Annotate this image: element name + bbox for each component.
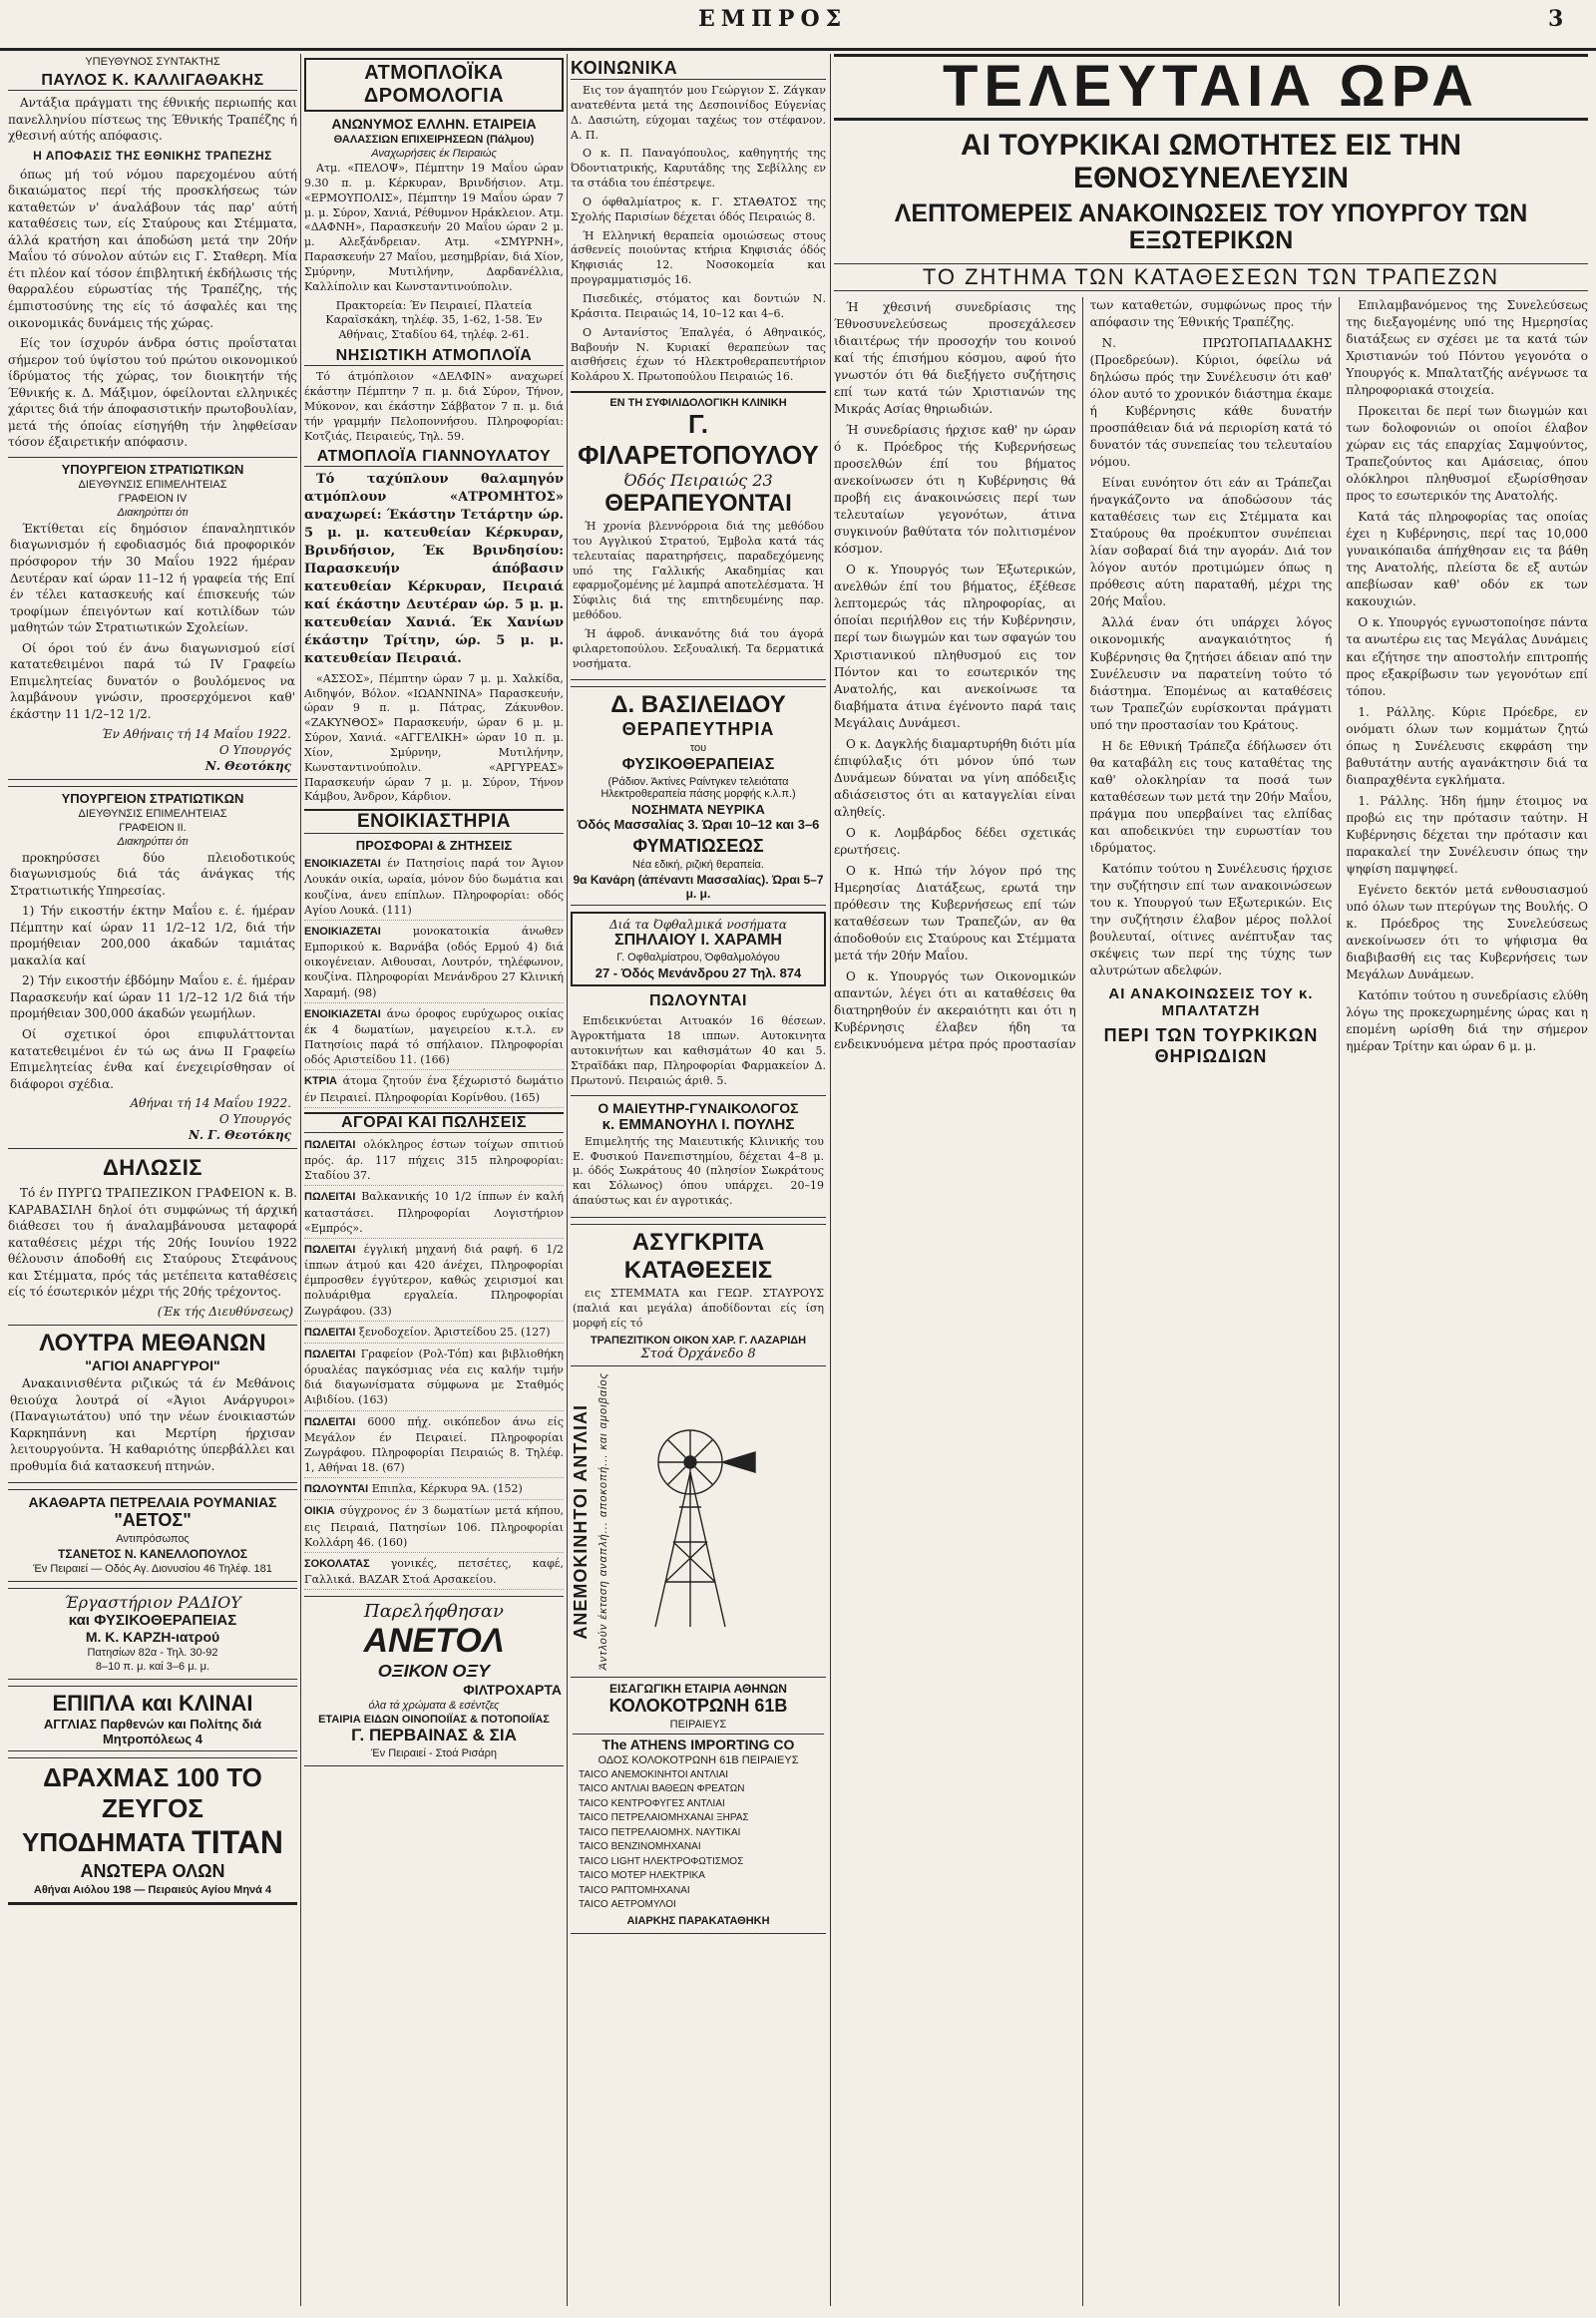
product-item: TAICO ΚΕΝΤΡΟΦΥΓΕΣ ΑΝΤΛΙΑΙ	[579, 1797, 725, 1809]
classified-head: ΟΙΚΙΑ	[304, 1505, 335, 1518]
social-note: Εις τον άγαπητόν μου Γεώργιον Σ. Ζάγκαν ανατεθέντα μετά της Δεσποινίδος Εύγενίας Δ. Δασιώτη, εύχομαι ταχέως τον στέφανον. Α. Π.	[571, 84, 826, 142]
article-intro: Αντάξια πράγματι της έθνικής περιωπής και πανελληνίου πίστεως της Έθνικής Τραπέζης ή χθεσινή αύτής απόφασις.	[8, 96, 297, 144]
classified-head: ΠΩΛΟΥΝΤΑΙ	[304, 1483, 369, 1496]
classified-text: Βαλκανικής 10 1/2 ίππων έν καλή καταστάσει. Πληροφορίαι Λογιστήριον «Εμπρός».	[304, 1190, 564, 1235]
ad-title: ΕΠΙΠΛΑ και ΚΛΙΝΑΙ	[52, 1691, 253, 1717]
classified-item	[304, 856, 564, 921]
ad-address: Έν Πειραιεί - Στοά Ρισάρη	[371, 1747, 497, 1760]
product-item: TAICO ΠΕΤΡΕΛΑΙΟΜΗΧΑΝΑΙ ΞΗΡΑΣ	[579, 1812, 749, 1824]
section-title: ΑΤΜΟΠΛΟΪΚΑ ΔΡΟΜΟΛΟΓΙΑ	[304, 58, 564, 112]
classified-text: 6000 πήχ. οικόπεδον άνω είς Μεγάλον έν Πειραιεί. Πληροφορίαι Ζωγράφου. Πληροφορίαι Πειραιώς 8. Τηλέφ. 1, Αθήναι 18. (67)	[304, 1414, 564, 1475]
social-note: Ή Ελληνική θεραπεία ομοιώσεως στους άσθενείς ποιούντας κτήρια Κηφισιάς όδός Κηφισιάς 12. Νοσοκομεία και προγραμματισμός 16.	[571, 228, 826, 287]
section-title: ΝΗΣΙΩΤΙΚΗ ΑΤΜΟΠΛΟΪΑ	[304, 347, 564, 366]
classified-item	[304, 1073, 564, 1107]
ad-windmill-pumps	[571, 1372, 826, 1670]
notice-subtitle: ΓΡΑΦΕΙΟΝ ΙΙ.	[119, 821, 187, 834]
ad-name: Δ. ΒΑΣΙΛΕΙΔΟΥ	[610, 691, 786, 719]
ad-address: Στοά Όρχάνεδο 8	[640, 1347, 756, 1362]
article-body	[834, 297, 1332, 1067]
social-note: Πισεδικές, στόματος και δοντιών Ν. Κράσιτα. Πειραιώς 14, 10–12 και 4–6.	[571, 291, 826, 320]
classified-head: ΣΟΚΟΛΑΤΑΣ	[304, 1557, 370, 1570]
classified-item	[304, 1414, 564, 1479]
ad-name: Γ. ΦΙΛΑΡΕΤΟΠΟΥΛΟΥ	[578, 409, 819, 471]
classified-text: Γραφείον (Ρολ-Τόπ) και βιβλιοθήκη όρυαλέας παγκόσμιας νέα εις καλήν τιμήν διά διαγωνίσματα σύμφωνα με Σταθμός Αιβιδίου. (163)	[304, 1347, 564, 1407]
article-paragraph: Ή συνεδρίασις ήρχισε καθ' ην ώραν ό κ. Πρόεδρος τής Κυβερνήσεως προσελθών έπί του βήματος ανεκοίνωσεν ότι η Κυβέρνησις θά προβή εις άνακοινώσεις περί των τελευταίων γεγονότων, άτινα συγκινούν βαθύτατα τόν πολιτισμένον κόσμον.	[834, 423, 1076, 557]
classified-head: ΕΝΟΙΚΙΑΖΕΤΑΙ	[304, 1007, 381, 1020]
article-paragraph: Ή χθεσινή συνεδρίασις της Έθνοσυνελεύσεως προσεχάλεσεν ιδιαιτέρως τήν προσοχήν του κοινού καί τής έπισήμου κόσμου, αφού ήτο γνωστόν ότι θά διεξήγετο συζήτησις επί των κατά τών Χριστιανών της Μικράς Ασίας θηριωδιών.	[834, 299, 1076, 417]
ship-schedule: Τό ταχύπλουν θαλαμηγόν ατμόπλουν «ΑΤΡΟΜΗΤΟΣ» αναχωρεί: Έκάστην Τετάρτην ώρ. 5 μ. μ. κατευθείαν Κέρκυραν, Βρινδήσιον, Έκ Βρινδησίου: Παρασκευήν άπόβασιν κατευθείαν Κέρκυραν, Πειραιά καί έκάστην Δευτέραν ώρ. 5 μ. μ. κατευθείαν Χανιά. Έκ Χανίων έκάστην Τρίτην, ώρ. 5 μ. μ. κατευθείαν Πειραιά.	[304, 472, 564, 666]
ad-subtitle: ΕΝ ΤΗ ΣΥΦΙΛΙΔΟΛΟΓΙΚΗ ΚΛΙΝΙΚΗ	[609, 397, 787, 410]
article-paragraph: Κατά τάς πληροφορίας τας οποίας έχει η Κυβέρνησις, περί τας 10,000 γυναικόπαιδα άπήχθησαν εις τα βάθη της Ανατολής, πλείστα δε εξ αυτών απεβίωσαν καθ' οδόν εκ των κακουχιών.	[1346, 510, 1588, 609]
column-rule	[830, 54, 831, 2306]
classified-head: ΠΩΛΕΙΤΑΙ	[304, 1415, 356, 1428]
article-paragraph: Ο κ. Λομβάρδος δέδει σχετικάς ερωτήσεις.	[834, 825, 1076, 857]
notice-subtitle: Διακηρύττει ότι	[117, 506, 189, 519]
ad-subtitle: Γ. Οφθαλμίατρου, Όφθαλμολόγου	[616, 952, 780, 965]
article-paragraph: Κατόπιν τούτου η Συνέλευσις ήρχισε την συζήτησιν επί των ανακοινώσεων του κ. Υπουργού των Εξωτερικών. Εις την συζήτησιν έλαβον μέρος πολλοί βουλευταί, οίτινες ανέπτυξαν τας σκέψεις των περί της τύχης των αλυτρώτων αδελφών.	[1089, 861, 1333, 978]
ad-text: Επιμελητής της Μαιευτικής Κλινικής του Ε. Φυσικού Πανεπιστημίου, δέχεται 4–8 μ. μ. όδός Σωκράτους 40 (πλησίον Σωκράτους και Σόλωνος) όπου υπάρχει. 20–19 άπαύστως και έν αγροτικάς.	[573, 1134, 824, 1208]
classified-item	[304, 1503, 564, 1553]
ad-subtitle: ΑΓΓΛΙΑΣ Παρθενών και Πολίτης διά Μητροπόλεως 4	[43, 1717, 262, 1747]
windmill-illustration	[615, 1412, 765, 1632]
classified-head: ΠΩΛΕΙΤΑΙ	[304, 1326, 356, 1339]
article-columns	[834, 297, 1588, 2306]
newspaper-name: ΕΜΠΡΟΣ	[698, 6, 848, 32]
ad-title: ΛΟΥΤΡΑ ΜΕΘΑΝΩΝ	[39, 1329, 266, 1356]
ad-fidaretopoulou	[571, 391, 826, 680]
article-paragraph: Επιλαμβανόμενος της Συνελεύσεως της διεξαγομένης υπό της Ημερησίας διατάξεως εν σχέσει με τα κατά τών Χριστιανών τού Πόντου γεγονότα ο Υπουργός κ. Μπαλτατζής ανέγνωσε τα πληροφοριακά στοιχεία.	[1346, 297, 1588, 398]
classified-text: έν Πατησίοις παρά τον Άγιον Λουκάν οικία, ωραία, μόνον δύο δωμάτια και κουζίνα, άνευ επίπλων. Πληροφορίαι: οδός Αγίου Λουκά. (111)	[304, 857, 564, 917]
article-paragraph: Είναι ευνόητον ότι εάν αι Τράπεζαι ήναγκάζοντο να άποδώσουν τάς καταθέσεις των εις Στέμματα και Σταύρους θα προέκυπτον συνέπειαι λίαν σοβαραί διά την αγοράν. Διά τον λόγον αυτόν προτιμώμεν όπως η πρόθεσις αύτη παραταθή, μέχρι της 20ής Μαΐου.	[1089, 476, 1333, 609]
ad-address: Όδός Πειραιώς 23	[623, 471, 773, 491]
ad-footer: ΑΙΑΡΚΗΣ ΠΑΡΑΚΑΤΑΘΗΚΗ	[626, 1914, 770, 1927]
article-paragraph: Ν. ΠΡΩΤΟΠΑΠΑΔΑΚΗΣ (Προεδρεύων). Κύριοι, όφείλω νά δηλώσω πρός την Συνέλευσιν ότι καθ' όλον αυτό το χρονικόν διάστημα έκαμε ή Κυβέρνησις κάθε δυνατήν προσπάθειαν διά νά περιορίση κατά τό δυνατόν τάς συνεπείας του τελευταίου νόμου.	[1089, 335, 1333, 470]
article-paragraph: Ο κ. Υπουργός εγνωστοποίησε πάντα τα ανωτέρω εις τας Μεγάλας Δυνάμεις και εζήτησε την αποστολήν επιτροπής προς εξακρίβωσιν των γεγονότων επί τόπου.	[1346, 615, 1588, 698]
ad-subtitle: "ΑΓΙΟΙ ΑΝΑΡΓΥΡΟΙ"	[85, 1356, 220, 1373]
classified-item	[304, 1347, 564, 1411]
ad-subtitle: όλα τά χρώματα & εσέντζες	[368, 1700, 500, 1713]
ad-label: Παρελήφθησαν	[364, 1601, 504, 1623]
column-rule	[567, 54, 568, 2306]
ad-epipla	[8, 1686, 297, 1751]
ad-title: ΘΕΡΑΠΕΥΤΗΡΙΑ	[621, 719, 775, 740]
ship-schedule: «ΑΣΣΟΣ», Πέμπτην ώραν 7 μ. μ. Χαλκίδα, Αιδηψόν, Βόλον. «ΙΩΑΝΝΙΝΑ» Παρασκευήν, ώραν 9 π. μ. Πάτρας, Ζάκυνθον. «ΖΑΚΥΝΘΟΣ» Παρασκευήν, ώραν 6 μ. μ. Σύρον, Χανιά. «ΑΓΓΕΛΙΚΗ» ώραν 10 π. μ. Χίον, Σμύρνην, Μυτιλήνην, Κωνσταντινούπολιν. «ΑΡΓΥΡΕΑΣ» Παρασκευήν ώραν 7 μ. μ. Σύρον, Τήνον Κάμβου, Άνδρον, Κάρδιον.	[304, 671, 564, 804]
section-subtitle: ΠΡΟΣΦΟΡΑΙ & ΖΗΤΗΣΕΙΣ	[355, 838, 513, 854]
classified-text: Επιπλα, Κέρκυρα 9Α. (152)	[371, 1482, 523, 1496]
ad-address: ΟΔΟΣ ΚΟΛΟΚΟΤΡΩΝΗ 61Β ΠΕΙΡΑΙΕΥΣ	[598, 1753, 799, 1766]
ad-anetol	[304, 1596, 564, 1766]
classified-text: έγγλική μηχανή διά ραφή. 6 1/2 ίππων άτμού και 420 άνέχει, Πληροφορίαι έμπροσθεν έγγύτερον, καθώς χειρισμοί και πολυάριθμα εργαλεία. Πληροφορίαι Ζωγράφου. (33)	[304, 1242, 564, 1318]
notice-subtitle: ΔΙΕΥΘΥΝΣΙΣ ΕΠΙΜΕΛΗΤΕΙΑΣ	[78, 807, 227, 820]
ad-vertical-title: ΑΝΕΜΟΚΙΝΗΤΟΙ ΑΝΤΛΙΑΙ	[571, 1403, 591, 1640]
product-item: TAICO ΡΑΠΤΟΜΗΧΑΝΑΙ	[579, 1884, 690, 1896]
ad-hours: 8–10 π. μ. καί 3–6 μ. μ.	[95, 1661, 210, 1674]
page-number: 3	[1548, 6, 1564, 32]
ad-subtitle: ΑΝΩΤΕΡΑ ΟΛΩΝ	[80, 1861, 225, 1882]
column-3	[571, 54, 826, 2306]
product-item: TAICO ΜΟΤΕΡ ΗΛΕΚΤΡΙΚΑ	[579, 1870, 705, 1882]
ad-poulis	[571, 1095, 826, 1218]
product-item: TAICO LIGHT ΗΛΕΚΤΡΟΦΩΤΙΣΜΟΣ	[579, 1855, 744, 1867]
dilosis-title: ΔΗΛΩΣΙΣ	[102, 1155, 203, 1181]
classifieds-list	[304, 856, 564, 1108]
subheadline: ΤΟ ΖΗΤΗΜΑ ΤΩΝ ΚΑΤΑΘΕΣΕΩΝ ΤΩΝ ΤΡΑΠΕΖΩΝ	[834, 263, 1588, 291]
section-title: ΑΤΜΟΠΛΟΪΑ ΓΙΑΝΝΟΥΛΑΤΟΥ	[304, 448, 564, 467]
notice-subtitle: ΔΙΕΥΘΥΝΣΙΣ ΕΠΙΜΕΛΗΤΕΙΑΣ	[78, 478, 227, 491]
ad-company: ΕΤΑΙΡΙΑ ΕΙΔΩΝ ΟΙΝΟΠΟΙΪΑΣ & ΠΟΤΟΠΟΙΪΑΣ	[318, 1714, 550, 1727]
ad-address: Έν Πειραιεί — Οδός Αγ. Διονυσίου 46 Τηλέφ. 181	[33, 1563, 272, 1576]
ad-city: ΠΕΙΡΑΙΕΥΣ	[669, 1718, 727, 1731]
ad-title: ΦΥΣΙΚΟΘΕΡΑΠΕΙΑΣ	[621, 756, 775, 774]
section-title: ΤΕΛΕΥΤΑΙΑ ΩΡΑ	[834, 54, 1588, 121]
ad-address: 27 - Όδός Μενάνδρου 27 Τηλ. 874	[595, 966, 802, 981]
column-1	[8, 54, 297, 2306]
classified-text: μονοκατοικία άνωθεν Εμπορικού κ. Βαρνάβα (οδός Ερμού 4) διά οικογένειαν. Αιθουσαι, Λουτρόν, τηλέφωνον, κουζίνα. Πληροφορίαι Μενάνδρου 27 Κλινική Χαραμή. (98)	[304, 924, 564, 999]
classified-item	[304, 1481, 564, 1500]
ad-title: Έργαστήριον ΡΑΔΙΟΥ	[64, 1593, 241, 1613]
article-paragraph: Άλλά έναν ότι υπάρχει λόγος οικονομικής αναγκαιότητος ή Κυβέρνησις θα ζητήσει άδειαν από την Συνέλευσιν να παρατείνη τούτο τό διάστημα. Έπομένως αι καταθέσεις των Τραπεζών ευρίσκονται πράγματι υπό την προστασίαν του Κράτους.	[1089, 615, 1333, 732]
section-title: ΚΟΙΝΩΝΙΚΑ	[571, 58, 826, 80]
notice-ministry-1	[8, 457, 297, 780]
dilosis-signature: (Έκ τής Διευθύνσεως)	[157, 1304, 293, 1319]
ad-text: Ανακαινισθέντα ριζικώς τά έν Μεθάνοις θειούχα λουτρά οί «Άγιοι Ανάργυροι» (Παναγιωτάτου) υπό την νέων ένοικιαστών Καρκηπάννη και Μερτίρη ήρχισαν λειτουργούντα. Ή καθαριότης ύπερβάλλει και προθυμία διά κατασκευή πτηνών.	[10, 1375, 295, 1473]
classified-item	[304, 924, 564, 1003]
classified-text: άνω όροφος ευρύχωρος οικίας έκ 4 δωματίων, μαγειρείου κ.τ.λ. εν Πατησίοις παρά τό σπήλαιον. Πληροφορίαι οδός Αριστείδου 11. (166)	[304, 1006, 564, 1067]
ad-title: ΦΥΜΑΤΙΩΣΕΩΣ	[632, 836, 764, 857]
ad-brand: ΤΙΤΑΝ	[192, 1824, 283, 1861]
subheadline: ΛΕΠΤΟΜΕΡΕΙΣ ΑΝΑΚΟΙΝΩΣΕΙΣ ΤΟΥ ΥΠΟΥΡΓΟΥ ΤΩΝ ΕΞΩΤΕΡΙΚΩΝ	[894, 198, 1528, 255]
section-title: ΕΝΟΙΚΙΑΣΤΗΡΙΑ	[304, 809, 564, 834]
classified-head: ΠΩΛΕΙΤΑΙ	[304, 1138, 356, 1151]
section-title: ΑΓΟΡΑΙ ΚΑΙ ΠΩΛΗΣΕΙΣ	[304, 1112, 564, 1133]
article-paragraph: 1. Ράλλης. Κύριε Πρόεδρε, εν ονόματι όλων των κομμάτων ζητώ όπως η Συνέλευσις εκφράση την βαθυτάτην αυτής αγανάκτησιν διά τα διαπραχθέντα εγκλήματα.	[1346, 704, 1588, 787]
classified-item	[304, 1189, 564, 1239]
ad-company: ΕΙΣΑΓΩΓΙΚΗ ΕΤΑΙΡΙΑ ΑΘΗΝΩΝ	[609, 1681, 787, 1696]
ad-address: Αθήναι Αιόλου 198 — Πειραιεύς Αγίου Μηνά 4	[33, 1884, 272, 1897]
departures-label: Αναχωρήσεις έκ Πειραιώς	[371, 148, 497, 160]
ad-text: εις ΣΤΕΜΜΑΤΑ και ΓΕΩΡ. ΣΤΑΥΡΟΥΣ (παλιά και μεγάλα) άποδίδονται είς ίση μορφή είς τό	[573, 1286, 824, 1330]
article-body	[1346, 297, 1588, 1055]
ad-company-english: The ATHENS IMPORTING CO	[573, 1734, 824, 1752]
inner-heading: ΑΙ ΑΝΑΚΟΙΝΩΣΕΙΣ ΤΟΥ κ. ΜΠΑΛΤΑΤΖΗ	[1108, 985, 1314, 1020]
ad-subtitle: και ΦΥΣΙΚΟΘΕΡΑΠΕΙΑΣ	[68, 1612, 237, 1630]
ad-title: ΑΚΑΘΑΡΤΑ ΠΕΤΡΕΛΑΙΑ ΡΟΥΜΑΝΙΑΣ	[28, 1494, 277, 1511]
notice-date: Αθήναι τή 14 Μαΐου 1922.	[130, 1096, 291, 1111]
article-paragraph: Ο κ. Δαγκλής διαμαρτυρήθη διότι μία έπιφύλαξις ότι μόνον ύπό των Δυνάμεων δύναται να γίνη απόδειξις αδιάσειστος ότι αι καταγγελίαι είναι αληθείς.	[834, 736, 1076, 819]
ad-title: Ο ΜΑΙΕΥΤΗΡ-ΓΥΝΑΙΚΟΛΟΓΟΣ	[598, 1099, 799, 1116]
notice-text: 1) Τήν εικοστήν έκτην Μαΐου ε. έ. ήμέραν Πέμπτην καί ώραν 11 1/2–12 1/2, διά τήν προμήθειαν 200,000 άκαδών ταμιάτας μακαλία καί	[10, 904, 295, 967]
latest-news-section	[834, 54, 1588, 2306]
classified-text: γονικές, πετσέτες, καφέ, Γαλλικά. ΒΑΖΑR Στοά Αρσακείου.	[304, 1556, 564, 1587]
classified-head: ΠΩΛΕΙΤΑΙ	[304, 1243, 356, 1256]
article-paragraph: Ο κ. Υπουργός των Οικονομικών απαντών, λέγει ότι αι καταθέσεις θα διατηρηθούν έν ακεραιότητι και ότι η Κυβέρνησις έλαβεν ήδη τα ενδεικνυόμενα μέτρα πρός προστασίαν των καταθετών, συμφώνως προς τήν απόφασιν της Έθνικής Τραπέζης.	[834, 297, 1333, 1052]
ad-title: ΑΝΕΤΟΛ	[363, 1622, 505, 1661]
ship-agent: Πρακτορεία: Έν Πειραιεί, Πλατεία Καραϊσκάκη, τηλέφ. 35, 1-62, 1-58. Έν Αθήναις, Σταδίου 64, τηλέφ. 2-61.	[325, 298, 543, 342]
ad-address: 9α Κανάρη (άπέναντι Μασσαλίας). Ώραι 5–7 μ. μ.	[573, 873, 824, 902]
classified-item	[304, 1242, 564, 1322]
social-note: Ο Αντανίστος Έπαλγέα, ό Αθηναικός, Βαβουήν Ν. Κυριακί θεραπεύων τας αισθήσεις έχων τό Ηλεκτροθεραπευτήριον Κολάρου Χ. Πρωτοπούλου Πειραιώς 16.	[571, 325, 826, 384]
ad-athens-importing	[571, 1677, 826, 1934]
classifieds-list	[304, 1137, 564, 1590]
ad-text: Νέα εδική, ριζική θεραπεία.	[632, 859, 764, 872]
classified-head: ΚΤΡΙΑ	[304, 1075, 337, 1088]
classified-head: ΕΝΟΙΚΙΑΖΕΤΑΙ	[304, 858, 381, 871]
notice-signature: Ν. Γ. Θεοτόκης	[188, 1128, 291, 1143]
classified-text: ξενοδοχείον. Άριστείδου 25. (127)	[358, 1325, 551, 1339]
ad-title: ΑΣΥΓΚΡΙΤΑ ΚΑΤΑΘΕΣΕΙΣ	[623, 1228, 773, 1284]
classified-item	[304, 1556, 564, 1590]
ship-schedule: Ατμ. «ΠΕΛΟΨ», Πέμπτην 19 Μαΐου ώραν 9.30 π. μ. Κέρκυραν, Βρινδήσιον. Ατμ. «ΕΡΜΟΥΠΟΛΙΣ», Πέμπτην 19 Μαΐου ώραν 7 μ. μ. Σύρον, Χανιά, Ρέθυμνον Ηράκλειον. Ατμ. «ΔΑΦΝΗ», Παρασκευήν 20 Μαΐου ώραν 2 μ. μ. Αλεξάνδρειαν. Ατμ. «ΣΜΥΡΝΗ», Παρασκευήν 27 Μαΐου, μεσημβρίαν, διά Χίον, Σμύρνην, Μυτιλήνην, Δαρδανέλλια, Καλλίπολιν και Κωνσταντινούπολιν.	[304, 162, 564, 293]
classified-text: σύγχρονος έν 3 δωματίων μετά κήπου, εις Πειραιά, Πατησίων 106. Πληροφορίαι Κολλάρη 46. (160)	[304, 1504, 564, 1549]
notice-text: 2) Τήν εικοστήν έβδόμην Μαΐου ε. έ. ήμέραν Παρασκευήν καί ώραν 11 1/2–12 1/2 διά τήν προμήθειαν 300,000 άκαδών γεωμήλων.	[10, 973, 295, 1021]
product-item: TAICO ΑΕΤΡΟΜΥΛΟΙ	[579, 1899, 676, 1911]
classified-text: άτομα ζητούν ένα ξέχωριστό δωμάτιο έν Πειραιεί. Πληροφορίαι Κορίνθου. (165)	[304, 1074, 564, 1104]
notice-signature: Ν. Θεοτόκης	[204, 758, 291, 773]
ad-subtitle: του	[689, 742, 707, 755]
article-paragraph: Ο κ. Υπουργός των Έξωτερικών, ανελθών έπί του βήματος, έξέθεσε λεπτομερώς τάς πληροφορίας, αι όποίαι περιήλθον εις τήν Κυβέρνησιν, περί των διωγμών και των σφαγών του Χριστιανικού πληθυσμού εις τον Πόντον και το εσωτερικόν της Ανατολής, και ανεκοίνωσε τα διαβήματα άτινα έγένοντο παρά ταις Μεγάλαις Δυνάμεσι.	[834, 563, 1076, 730]
ad-name: Μ. Κ. ΚΑΡΖΗ-ιατρού	[85, 1629, 220, 1646]
product-item: TAICO ΑΝΕΜΟΚΙΝΗΤΟΙ ΑΝΤΛΙΑΙ	[579, 1768, 729, 1780]
article-heading: Η ΑΠΟΦΑΣΙΣ ΤΗΣ ΕΘΝΙΚΗΣ ΤΡΑΠΕΖΗΣ	[33, 148, 272, 163]
ad-address: ΚΟΛΟΚΟΤΡΩΝΗ 61Β	[608, 1695, 788, 1716]
masthead	[0, 0, 1596, 51]
ad-radio	[8, 1588, 297, 1680]
article-paragraph: 1. Ράλλης. Ήδη ήμην έτοιμος να προβώ εις την πρότασιν ταύτην. Η Κυβέρνησις δέχεται την πρότασιν και παρακαλεί την Συνέλευσιν όπως την ψηφίση παμψηφεί.	[1346, 793, 1588, 876]
ad-subtitle: Αντιπρόσωπος	[116, 1533, 190, 1546]
ad-loutra	[8, 1325, 297, 1483]
article-text: όπως μή τού νόμου παρεχομένου αύτή δικαιώματος περί τής προσκλήσεως τών καταθετών ν' άναλάβουν τάς παρ' αύτή καταθέσεις των, είς Σταύρους και Στέμματα, άλλά κρατήση και άποδώση μετά την 20ήν Μαΐου τό σύνολον αύτών εις Γ. Σταθερη. Μία έτι πλέον καί τόσον έπιβλητική έκδήλωσις τής θαρραλέου εύρωστίας τής Τραπέζης, τής έμπιστοσύνης της είς τό άσφαλές και της οικονομικάς δυνάμεις τής χώρας.	[8, 167, 297, 330]
social-note: Ο όφθαλμίατρος κ. Γ. ΣΤΑΘΑΤΟΣ της Σχολής Παρισίων δέχεται όδός Πειραιώς 8.	[571, 194, 826, 223]
notice-ministry-2	[8, 786, 297, 1150]
ship-schedule: Τό άτμόπλοιον «ΔΕΛΦΙΝ» αναχωρεί έκάστην Πέμπτην 7 π. μ. διά Σύρον, Τήνον, Μύκονον, και έκάστην Σάββατον 7 π. μ. διά τήν γραμμήν Πελοποννήσου. Πληροφορίαι: Κοτζιάς, Πειραιεύς, Τηλ. 59.	[304, 370, 564, 443]
classified-head: ΕΝΟΙΚΙΑΖΕΤΑΙ	[304, 925, 381, 938]
editor-label: ΥΠΕΥΘΥΝΟΣ ΣΥΝΤΑΚΤΗΣ	[85, 56, 220, 68]
product-item: TAICO ΠΕΤΡΕΛΑΙΟΜΗΧ. ΝΑΥΤΙΚΑΙ	[579, 1826, 741, 1838]
ad-name: Γ. ΠΕΡΒΑΙΝΑΣ & ΣΙΑ	[351, 1726, 517, 1745]
classified-item	[304, 1006, 564, 1071]
ad-title: ΘΕΡΑΠΕΥΟΝΤΑΙ	[604, 490, 792, 518]
notice-subtitle: Διακηρύττει ότι	[117, 835, 189, 848]
article-paragraph: Κατόπιν τούτου η συνεδρίασις ελύθη λόγω της προκεχωρημένης ώρας και η επομένη ωρίσθη διά την σήμερον ημέραν Τρίτην και ώραν 6 μ. μ.	[1346, 988, 1588, 1054]
ad-text: Επιδεικνύεται Αιτυακόν 16 θέσεων. Άγροκτήματα 18 ιππων. Αυτοκινητα αυτοκινήτων και καθισμάτων 40 και 5. Στραϊδάκι παρ, Πληροφορίαι Φαρμακείον Δ. Πρωτονύ. Πειραιώς άριθ. 5.	[571, 1014, 826, 1087]
ad-name: ΤΡΑΠΕΖΙΤΙΚΟΝ ΟΙΚΟΝ ΧΑΡ. Γ. ΛΑΖΑΡΙΔΗ	[590, 1335, 807, 1348]
article-paragraph: Εγένετο δεκτόν μετά ενθουσιασμού υπό όλων των πτερύγων της Βουλής. Ο κ. Πρόεδρος της Συνελεύσεως ανεκοίνωσεν ότι το ψήφισμα θα διαβιβασθή εις τας Κυβερνήσεις των Μεγάλων Δυνάμεων.	[1346, 882, 1588, 982]
ad-name: ΣΠΗΛΑΙΟΥ Ι. ΧΑΡΑΜΗ	[614, 932, 782, 950]
section-title: ΠΩΛΟΥΝΤΑΙ	[649, 992, 747, 1010]
notice-title: ΥΠΟΥΡΓΕΙΟΝ ΣΤΡΑΤΙΩΤΙΚΩΝ	[61, 461, 244, 477]
article-paragraph: Η δε Εθνική Τράπεζα έδήλωσεν ότι θα καταβάλη εις τους καταθέτας της καθ' ολοκληρίαν τα ποσά των καταθέσεων των μετά την 20ήν Μαΐου, πράγμα που υπερβαίνει τας ελπίδας και αποδεικνύει την ευρωστίαν του ιδρύματος.	[1089, 738, 1333, 855]
ad-address: Όδός Μασσαλίας 3. Ώραι 10–12 και 3–6	[577, 817, 820, 833]
product-list	[573, 1768, 824, 1913]
ad-petrelaia	[8, 1489, 297, 1582]
notice-text: Οί όροι τού έν άνω διαγωνισμού είσί κατατεθειμένοι παρά τώ IV Γραφείω Επιμελητείας δυνατόν ο βουλόμενος να λαμβάνουν γνώσιν, προσερχόμενοι καθ' έκάστην 11 1/2–12 1/2.	[10, 640, 295, 721]
inner-heading: ΠΕΡΙ ΤΩΝ ΤΟΥΡΚΙΚΩΝ ΘΗΡΙΩΔΙΩΝ	[1103, 1025, 1319, 1067]
ad-titan	[8, 1757, 297, 1905]
classified-text: ολόκληρος έστων τοίχων σπιτιού πρός. άρ. 117 πήχεις 315 πληροφορίαι: Σταδίου 37.	[304, 1137, 564, 1183]
ad-text: (Ράδιον. Άκτίνες Ραίντγκεν τελειότατα Ηλεκτροθεραπεία πάσης μορφής κ.λ.π.)	[600, 776, 796, 801]
ad-title: ΥΠΟΔΗΜΑΤΑ	[22, 1827, 187, 1858]
notice-signature: Ο Υπουργός	[218, 742, 291, 757]
product-item: TAICO ΒΕΝΖΙΝΟΜΗΧΑΝΑΙ	[579, 1841, 701, 1853]
ad-subtitle: ΟΞΙΚΟΝ ΟΞΥ	[377, 1661, 491, 1682]
notice-subtitle: ΓΡΑΦΕΙΟΝ IV	[118, 492, 188, 505]
ad-subtitle: Διά τα Όφθαλμικά νοσήματα	[608, 918, 788, 933]
ad-lazaridi	[571, 1224, 826, 1367]
column-2	[304, 54, 564, 2306]
editor-name: ΠΑΥΛΟΣ Κ. ΚΑΛΛΙΓΑΘΑΚΗΣ	[8, 72, 297, 91]
product-item: TAICO ΑΝΤΛΙΑΙ ΒΑΘΕΩΝ ΦΡΕΑΤΩΝ	[579, 1783, 745, 1795]
column-rule	[300, 54, 301, 2306]
notice-signature: Ο Υπουργός	[218, 1112, 291, 1127]
ad-vasileidou	[571, 686, 826, 906]
notice-text: Έκτίθεται είς δημόσιον έπαναληπτικόν διαγωνισμόν ή εφοδιασμός διά προφορικόν πρόσφορον τήν 30 Μαΐου 1922 ήμέραν Δευτέραν καί ώραν 11–12 ή γραφεία τής Επί έν τέλει κατασκευής καί έπισκευής τών τροφίμων έπειγόντων καί κοτιλίδων τών μαθητών τών Στρατιωτικών Σχολείων.	[10, 521, 295, 635]
ad-text: Ή άφροδ. άνικανότης διά του άγορά φιλαρετοπούλου. Σεξουαλική. Τα δερματικά νοσήματα.	[573, 626, 824, 670]
ad-text: Ή χρονία βλεννόρροια διά της μεθόδου του Αγγλικού Στρατού, Έμβολα κατά τάς τελευταίας παρατηρήσεις, παραδεχόμενης υπό της Γαλλικής Ακαδημίας και εφαρμοζομένης μέ λαμπρά αποτελέσματα. Ή Σύφιλις διά της επιτηδευμένης παρ. μεθόδου.	[573, 520, 824, 622]
ad-name: ΤΣΑΝΕΤΟΣ Ν. ΚΑΝΕΛΛΟΠΟΥΛΟΣ	[57, 1547, 247, 1562]
ad-address: Πατησίων 82α - Τηλ. 30-92	[87, 1647, 218, 1660]
classified-head: ΠΩΛΕΙΤΑΙ	[304, 1191, 356, 1204]
notice-date: Έν Αθήναις τή 14 Μαΐου 1922.	[101, 726, 291, 741]
company-name: ΑΝΩΝΥΜΟΣ ΕΛΛΗΝ. ΕΤΑΙΡΕΙΑ	[331, 116, 537, 132]
dilosis-text: Τό έν ΠΥΡΓΩ ΤΡΑΠΕΖΙΚΟΝ ΓΡΑΦΕΙΟΝ κ. Β. ΚΑΡΑΒΑΣΙΛΗ δηλοί ότι συμφώνως τή άρχική διάθεσει του ή άναλαμβάνουσα μεταφορά καταθέσεις μέχρι τής 20ής Ιουνίου 1922 θέλουσιν άποδοθή εις Σταύρους Στεφάνους και Στέμματα, πρός τάς μετέπειτα καταθέσεις είς τό έσωτερικόν μέχρι τής 20ής τρέχοντος.	[8, 1186, 297, 1300]
classified-item	[304, 1325, 564, 1344]
ad-price: ΔΡΑΧΜΑΣ 100 ΤΟ ΖΕΥΓΟΣ	[43, 1762, 262, 1824]
classified-item	[304, 1137, 564, 1187]
article-paragraph: Ο κ. Ηπώ τήν λόγον πρό της Ημερησίας Διατάξεως, ερωτά την πρόθεσιν της Κυβερνήσεως επί τών καταθέσεων των Τραπεζών, αν θα άποδοθούν εις Σταύρους και Στέμματα μετά τήν 20ήν Μαΐου.	[834, 863, 1076, 964]
headline: ΑΙ ΤΟΥΡΚΙΚΑΙ ΩΜΟΤΗΤΕΣ ΕΙΣ ΤΗΝ ΕΘΝΟΣΥΝΕΛΕΥΣΙΝ	[960, 128, 1462, 194]
classified-head: ΠΩΛΕΙΤΑΙ	[304, 1348, 356, 1360]
company-subtitle: ΘΑΛΑΣΣΙΩΝ ΕΠΙΧΕΙΡΗΣΕΩΝ (Πάλμου)	[333, 134, 535, 146]
ad-brand: "ΑΕΤΟΣ"	[114, 1510, 192, 1531]
ad-harami	[571, 912, 826, 986]
notice-text: προκηρύσσει δύο πλειοδοτικούς διαγωνισμούς διά τάς άνάγκας τής Στρατιωτικής Υπηρεσίας.	[10, 850, 295, 898]
article-paragraph: Προκειται δε περί των διωγμών και των δολοφονιών οι οποίοι έλαβον χώραν εις τάς επαρχίας Σαμψούντος, Τραπεζούντος και Αμάσειας, όπου ολόκληροι πληθυσμοί εξωρίσθησαν προς το εσωτερικόν της Ανατολής.	[1346, 404, 1588, 504]
notice-title: ΥΠΟΥΡΓΕΙΟΝ ΣΤΡΑΤΙΩΤΙΚΩΝ	[61, 790, 244, 806]
social-note: Ο κ. Π. Παναγόπουλος, καθηγητής της Όδοντιατρικής, Καρυτάδης της Σεβίλλης εν τα στάδια του έπέστρεψε.	[571, 147, 826, 191]
article-text: Είς τον ίσχυρόν άνδρα όστις προΐσταται σήμερον τού ύψίστου τού πρώτου οικονομικού ίδρύματος τής χώρας, τον διοικητήν τής Έθνικής κ. Δ. Μάξιμον, όφείλονται ελληνικές χάριτες διά τήν άποφασιστικήν πρωτοβουλίαν, μετά τής όποίας είσηγήθη τήν ληφθείσαν τόσον έξαιρετικήν απόφασιν.	[8, 336, 297, 450]
ad-vertical-text: Άντλούν έκταση αναπλή... αποκοπή... και αμοιβαίος	[598, 1372, 609, 1671]
ad-text: ΝΟΣΗΜΑΤΑ ΝΕΥΡΙΚΑ	[631, 802, 765, 818]
ad-subtitle: ΦΙΛΤΡΟΧΑΡΤΑ	[463, 1682, 562, 1699]
ad-name: κ. ΕΜΜΑΝΟΥΗΛ Ι. ΠΟΥΛΗΣ	[601, 1115, 795, 1133]
notice-text: Οί σχετικοί όροι επιφυλάττονται κατατεθειμένοι έν τώ ως άνω ΙΙ Γραφείω Επιμελητείας ένθα καί ένεχειρίσθησαν οί διάφοροι σχέδια.	[10, 1026, 295, 1091]
